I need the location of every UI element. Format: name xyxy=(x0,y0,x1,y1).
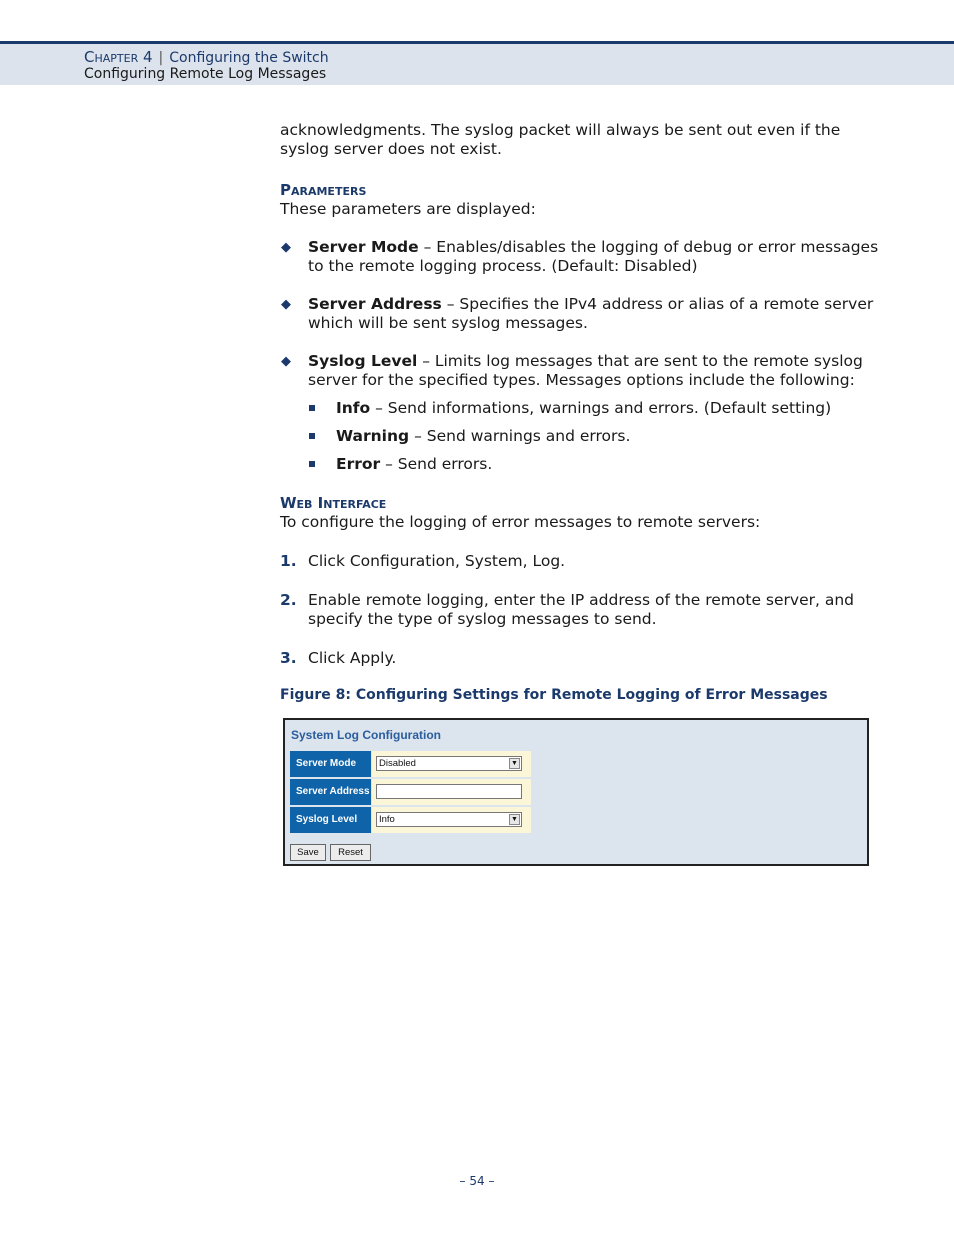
param-term: Server Address xyxy=(308,295,442,313)
web-interface-intro: To configure the logging of error messages to remote servers: xyxy=(280,513,761,531)
web-interface-heading: Web Interface xyxy=(280,494,387,512)
level-term: Warning xyxy=(336,427,410,445)
server-address-row xyxy=(290,779,531,805)
level-item xyxy=(280,455,880,474)
parameters-intro: These parameters are displayed: xyxy=(280,200,536,218)
chapter-label: Chapter 4 xyxy=(84,48,153,66)
square-bullet-icon xyxy=(309,433,315,439)
chapter-title: Configuring the Switch xyxy=(169,50,329,66)
figure-caption: Figure 8: Configuring Settings for Remote Logging of Error Messages xyxy=(280,687,828,703)
param-item xyxy=(280,352,880,390)
diamond-bullet-icon: ◆ xyxy=(281,354,291,369)
step-text: Click Apply. xyxy=(308,649,397,667)
dropdown-arrow-icon[interactable]: ▼ xyxy=(509,814,520,825)
level-term: Info xyxy=(336,399,371,417)
param-desc: – Enables/disables the logging of debug or error messages to the remote logging process. (Default: Disabled) xyxy=(308,238,879,275)
level-desc: – Send errors. xyxy=(380,455,493,473)
parameters-heading: Parameters xyxy=(280,181,367,199)
diamond-bullet-icon: ◆ xyxy=(281,297,291,312)
param-item xyxy=(280,238,880,276)
main-content xyxy=(280,121,880,705)
level-desc: – Send warnings and errors. xyxy=(409,427,631,445)
level-item xyxy=(280,399,880,418)
param-term: Syslog Level xyxy=(308,352,418,370)
step-item xyxy=(280,552,880,571)
syslog-level-row xyxy=(290,807,531,833)
running-header xyxy=(0,41,954,85)
param-item xyxy=(280,295,880,333)
step-item xyxy=(280,591,880,629)
diamond-bullet-icon: ◆ xyxy=(281,240,291,255)
panel-title: System Log Configuration xyxy=(291,728,441,742)
step-number: 2. xyxy=(280,591,297,609)
square-bullet-icon xyxy=(309,405,315,411)
level-desc: – Send informations, warnings and errors. (Default setting) xyxy=(370,399,832,417)
dropdown-arrow-icon[interactable]: ▼ xyxy=(509,758,520,769)
server-mode-cell xyxy=(372,751,531,777)
reset-button[interactable]: Reset xyxy=(330,844,371,861)
syslog-level-value: Info xyxy=(379,814,395,825)
server-address-input[interactable] xyxy=(376,784,522,799)
section-title: Configuring Remote Log Messages xyxy=(84,66,327,82)
header-separator: | xyxy=(158,50,164,66)
intro-paragraph: acknowledgments. The syslog packet will always be sent out even if the syslog server does not exist. xyxy=(280,121,841,158)
param-term: Server Mode xyxy=(308,238,419,256)
chapter-line xyxy=(84,48,329,66)
param-desc: – Specifies the IPv4 address or alias of a remote server which will be sent syslog messages. xyxy=(308,295,874,332)
param-desc: – Limits log messages that are sent to the remote syslog server for the specified types. Messages options include the following: xyxy=(308,352,863,389)
level-term: Error xyxy=(336,455,381,473)
step-number: 1. xyxy=(280,552,297,570)
syslog-level-cell xyxy=(372,807,531,833)
save-button[interactable]: Save xyxy=(290,844,326,861)
step-number: 3. xyxy=(280,649,297,667)
step-text: Enable remote logging, enter the IP address of the remote server, and specify the type of syslog messages to send. xyxy=(308,591,855,628)
square-bullet-icon xyxy=(309,461,315,467)
server-address-label: Server Address xyxy=(290,779,371,805)
step-text: Click Configuration, System, Log. xyxy=(308,552,566,570)
level-item xyxy=(280,427,880,446)
syslog-level-select[interactable] xyxy=(376,812,522,827)
step-item xyxy=(280,649,880,668)
server-mode-label: Server Mode xyxy=(290,751,371,777)
server-mode-row xyxy=(290,751,531,777)
server-mode-value: Disabled xyxy=(379,758,416,769)
server-mode-select[interactable] xyxy=(376,756,522,771)
system-log-config-screenshot xyxy=(283,718,869,866)
page-number: – 54 – xyxy=(459,1174,495,1188)
server-address-cell xyxy=(372,779,531,805)
syslog-level-label: Syslog Level xyxy=(290,807,371,833)
